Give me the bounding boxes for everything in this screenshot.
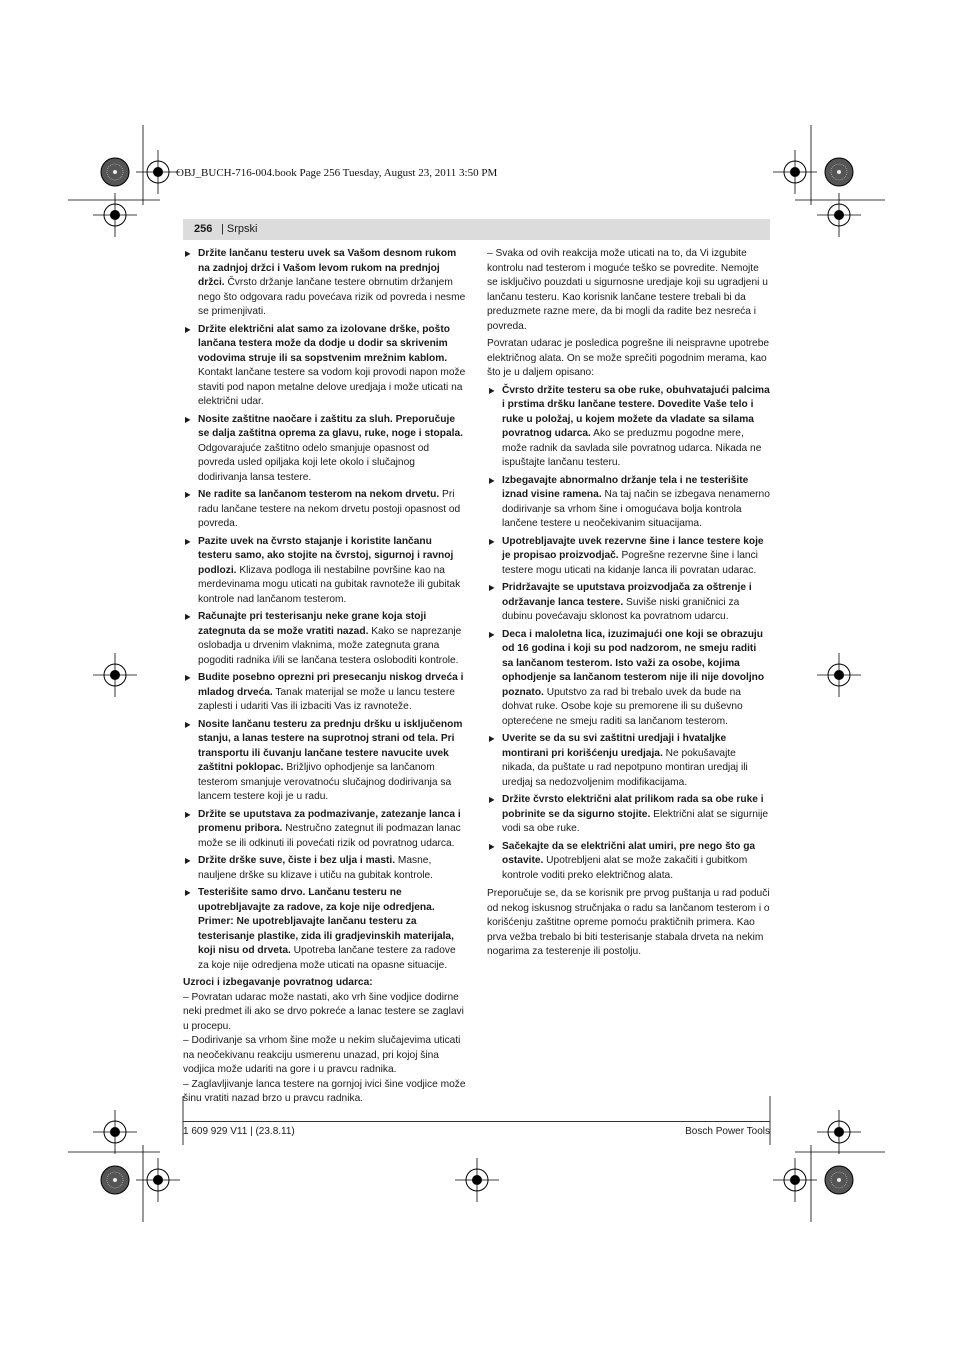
triangle-right-icon: ▶	[489, 795, 495, 804]
triangle-right-icon: ▶	[185, 612, 191, 621]
crosshair-icon	[773, 150, 817, 194]
triangle-right-icon: ▶	[489, 385, 495, 395]
triangle-right-icon: ▶	[489, 583, 495, 592]
kickback-cause-item: – Zaglavljivanje lanca testere na gornjoj ivici šine vodjice može šinu vratiti nazad brzo u pravcu radnika.	[183, 1078, 466, 1104]
page-number: 256	[194, 223, 213, 235]
intro-paragraph: Povratan udarac je posledica pogrešne ili neispravne upotrebe električnog alata. On se može sprečiti pogodnim merama, kao što je u daljem opisano:	[487, 338, 770, 378]
bullet-bold-text: Držite drške suve, čiste i bez ulja i masti.	[198, 855, 396, 866]
bullet-bold-text: Pridržavajte se uputstava proizvodjača za oštrenje i održavanje lanca testere.	[502, 582, 752, 608]
bullet-bold-text: Testerišite samo drvo. Lančanu testeru ne upotrebljavajte za radove, za koje nije odredjena. Primer: Ne upotrebljavajte lančanu testeru za testerisanje plastike, zida ili gradjevinskih materijala, koji nisu od drveta.	[198, 887, 454, 956]
list-item	[183, 610, 466, 668]
language-label	[221, 223, 257, 235]
bullet-normal-text: Tanak materijal se može u lancu testere zaplesti i udariti Vas ili izbaciti Vas iz ravnoteže.	[198, 686, 455, 712]
kickback-causes	[183, 991, 466, 1107]
footer-divider	[183, 1121, 770, 1122]
list-item	[183, 413, 466, 486]
bullet-bold-text: Čvrsto držite testeru sa obe ruke, obuhvatajući palcima i prstima dršku lančane testere. Dovedite Vaše telo i ruke u položaj, u kojem možete da vladate sa silama povratnog udarca.	[502, 384, 770, 439]
intro-dash: – Svaka od ovih reakcija može uticati na to, da Vi izgubite kontrolu nad testerom i moguće teško se povredite. Nemojte se isključivo pouzdati u sigurnosne uredjaje koji su ugradjeni u lančanu testeru. Kao korisnik lančane testere trebali bi da preduzmete razne mere, da bi mogli da radite bez nesreća i povreda.	[487, 248, 768, 332]
list-item	[183, 886, 466, 973]
bullet-bold-text: Ne radite sa lančanom testerom na nekom drvetu.	[198, 489, 440, 500]
bullet-bold-text: Budite posebno oprezni pri presecanju niskog drveća i mladog drveća.	[198, 672, 464, 698]
triangle-right-icon: ▶	[185, 888, 191, 897]
crosshair-icon	[817, 1110, 861, 1154]
triangle-right-icon: ▶	[489, 841, 495, 851]
starburst-icon	[825, 1166, 853, 1194]
list-item	[183, 808, 466, 852]
bullet-normal-text: Odgovarajuće zaštitno odelo smanjuje opasnost od povreda usled opiljaka koji lete okolo i slučajnog dodirivanja lansa testere.	[198, 442, 430, 483]
bullet-normal-text: Nestručno zategnut ili podmazan lanac može se ili odkinuti ili povećati rizik od povratnog udarca.	[198, 823, 461, 849]
bullet-bold-text: Držite lančanu testeru uvek sa Vašom desnom rukom na zadnjoj držci i Vašom levom rukom na prednjoj držci.	[198, 248, 457, 288]
bullet-bold-text: Držite čvrsto električni alat prilikom rada sa obe ruke i pobrinite se da sigurno stojite.	[502, 794, 764, 820]
triangle-right-icon: ▶	[489, 475, 495, 485]
starburst-icon	[825, 158, 853, 186]
bullet-bold-text: Upotrebljavajte uvek rezervne šine i lance testere koje je propisao proizvodjač.	[502, 535, 764, 561]
crosshair-icon	[455, 1158, 499, 1202]
triangle-right-icon: ▶	[185, 490, 191, 499]
triangle-right-icon: ▶	[185, 249, 191, 258]
bullet-normal-text: Brižljivo ophodjenje sa lančanom testerom smanjuje verovatnoću slučajnog dodirivanja sa lancem testere koji je u radu.	[198, 762, 452, 802]
bullet-normal-text: Upotrebljeni alat se može zakačiti i gubitkom kontrole voditi preko električnog alata.	[502, 855, 748, 881]
bullet-normal-text: Suviše niski graničnici za dubinu povećavaju sklonost ka povratnom udarcu.	[502, 596, 740, 622]
bullet-bold-text: Držite se uputstava za podmazivanje, zatezanje lanca i promenu pribora.	[198, 808, 461, 834]
kickback-cause-item: – Dodirivanje sa vrhom šine može u nekim slučajevima uticati na neočekivanu reakciju usmerenu unazad, pri kojoj šina vodjica može udariti na gore i u pravcu radnika.	[183, 1035, 461, 1075]
triangle-right-icon: ▶	[185, 324, 191, 334]
page-header	[183, 219, 770, 240]
triangle-right-icon: ▶	[185, 673, 191, 682]
list-item	[487, 581, 770, 625]
bullet-bold-text: Nosite zaštitne naočare i zaštitu za sluh. Preporučuje se dalja zaštitna oprema za glavu, ruke, noge i stopala.	[198, 413, 463, 439]
starburst-icon	[101, 158, 129, 186]
triangle-right-icon: ▶	[185, 536, 191, 546]
bullet-normal-text: Na taj način se izbegava nenamerno dodirivanje sa vrhom šine i omogućava bolja kontrola lančene testere u neočekivanim situacijama.	[502, 489, 770, 529]
triangle-right-icon: ▶	[185, 414, 191, 424]
triangle-right-icon: ▶	[185, 809, 191, 819]
starburst-icon	[101, 1166, 129, 1194]
kickback-cause-item: – Povratan udarac može nastati, ako vrh šine vodjice dodirne neki predmet ili ako se drvo pokreće a lanac testere se zaglavi u procepu.	[183, 991, 464, 1032]
list-item	[183, 488, 466, 532]
bullet-normal-text: Masne, nauljene drške su klizave i utiču na gubitak kontrole.	[198, 855, 434, 881]
bullet-normal-text: Klizava podloga ili nestabilne površine kao na merdevinama mogu uticati na gubitak ravnoteže ili gubitak kontrole nad lančanom testerom.	[198, 564, 461, 605]
bullet-bold-text: Pazite uvek na čvrsto stajanje i koristite lančanu testeru samo, ako stojite na čvrstoj, sigurnoj i ravnoj podlozi.	[198, 535, 454, 576]
header-language: Srpski	[226, 223, 258, 235]
bullet-bold-text: Uverite se da su svi zaštitni uredjaji i hvataljke montirani pri korišćenju uredjaja.	[502, 733, 727, 759]
list-item	[487, 474, 770, 532]
list-item	[487, 535, 770, 579]
bullet-normal-text: Kako se naprezanje oslobadja u drvenim vlaknima, može zategnuta grana pogoditi radnika i/ili se lančana testera osloboditi kontrole.	[198, 625, 462, 666]
crosshair-icon	[773, 1158, 817, 1202]
crosshair-icon	[93, 1110, 137, 1154]
list-item	[487, 840, 770, 884]
triangle-right-icon: ▶	[185, 719, 191, 729]
header-separator: |	[221, 223, 227, 235]
bullet-normal-text: Čvrsto držanje lančane testere obrnutim držanjem nego što odgovara radu povećava rizik od povreda i nesme se primenjivati.	[198, 277, 466, 317]
list-item	[183, 718, 466, 805]
triangle-right-icon: ▶	[185, 856, 191, 865]
bullet-bold-text: Računajte pri testerisanju neke grane koja stoji zategnuta da se može vratiti nazad.	[198, 611, 427, 637]
list-item	[487, 793, 770, 837]
bullet-normal-text: Pogrešne rezervne šine i lanci testere mogu uticati na kidanje lanca ili povratan udarac.	[502, 550, 758, 576]
bullet-normal-text: Kontakt lančane testere sa vodom koji provodi napon može staviti pod napon metalne delove uredjaja i može uticati na električni udar.	[198, 367, 466, 407]
triangle-right-icon: ▶	[489, 536, 495, 546]
footer-brand: Bosch Power Tools	[685, 1126, 770, 1137]
left-column	[183, 247, 466, 1107]
bullet-normal-text: Ne pokušavajte nikada, da puštate u rad nepotpuno montiran uredjaj ili uredjaj sa nedozvoljenim modifikacijama.	[502, 747, 748, 788]
right-bullet-list	[487, 384, 770, 884]
bullet-normal-text: Električni alat se sigurnije vodi sa obe ruke.	[502, 808, 769, 834]
crosshair-icon	[93, 653, 137, 697]
bullet-normal-text: Uputstvo za rad bi trebalo uvek da bude na dohvat ruke. Osobe koje su premorene ili su duševno opterećene ne smeju raditi sa lančanom testerom.	[502, 686, 743, 727]
bullet-bold-text: Deca i maloletna lica, izuzimajući one koji se obrazuju od 16 godina i koji su pod nadzorom, ne smeju raditi sa lančanom testerom. Isto važi za osobe, kojima ophodjenje sa lančanom testerom nije ili nije dovoljno poznato.	[502, 628, 765, 698]
bullet-bold-text: Držite električni alat samo za izolovane drške, pošto lančana testera može da dodje u dodir sa skrivenim vodovima struje ili sa sopstvenim mrežnim kablom.	[198, 323, 450, 364]
book-imprint: OBJ_BUCH-716-004.book Page 256 Tuesday, August 23, 2011 3:50 PM	[176, 167, 498, 179]
list-item	[487, 732, 770, 790]
list-item	[183, 535, 466, 608]
list-item	[183, 323, 466, 410]
bullet-normal-text: Ako se preduzmu pogodne mere, može radnik da savlada sile povratnog udarca. Nikada ne ispuštajte lančanu testeru.	[502, 428, 762, 468]
list-item	[183, 854, 466, 883]
bullet-bold-text: Nosite lančanu testeru za prednju dršku u isključenom stanju, a lanas testere na suprotnoj strani od tela. Pri transportu ili čuvanju lančane testere navucite uvek zaštitni poklopac.	[198, 718, 463, 773]
right-column	[487, 247, 770, 963]
closing-paragraph: Preporučuje se, da se korisnik pre prvog puštanja u rad poduči od nekog iskusnog stručnjaka o radu sa lančanom testerom i o korišćenju zaštitne opreme pomoću praktičnih primera. Kao prva vežba trebalo bi biti testerisanje stabala drveta na nekim nogarima za testerenje ili postolju.	[487, 888, 770, 957]
bullet-normal-text: Pri radu lančane testere na nekom drvetu postoji opasnost od povreda.	[198, 489, 461, 529]
list-item	[487, 384, 770, 471]
triangle-right-icon: ▶	[489, 629, 495, 639]
crosshair-icon	[817, 653, 861, 697]
list-item	[183, 247, 466, 320]
list-item	[183, 671, 466, 715]
bullet-normal-text: Upotreba lančane testere za radove za koje nije odredjena može uticati na opasne situacije.	[198, 945, 456, 971]
kickback-heading: Uzroci i izbegavanje povratnog udarca:	[183, 977, 373, 988]
triangle-right-icon: ▶	[489, 734, 495, 743]
left-bullet-list	[183, 247, 466, 973]
footer-doc-number: 1 609 929 V11 | (23.8.11)	[183, 1126, 295, 1137]
bullet-bold-text: Sačekajte da se električni alat umiri, pre nego što ga ostavite.	[502, 840, 756, 866]
list-item	[487, 628, 770, 730]
bullet-bold-text: Izbegavajte abnormalno držanje tela i ne testerišite iznad visine ramena.	[502, 474, 749, 500]
